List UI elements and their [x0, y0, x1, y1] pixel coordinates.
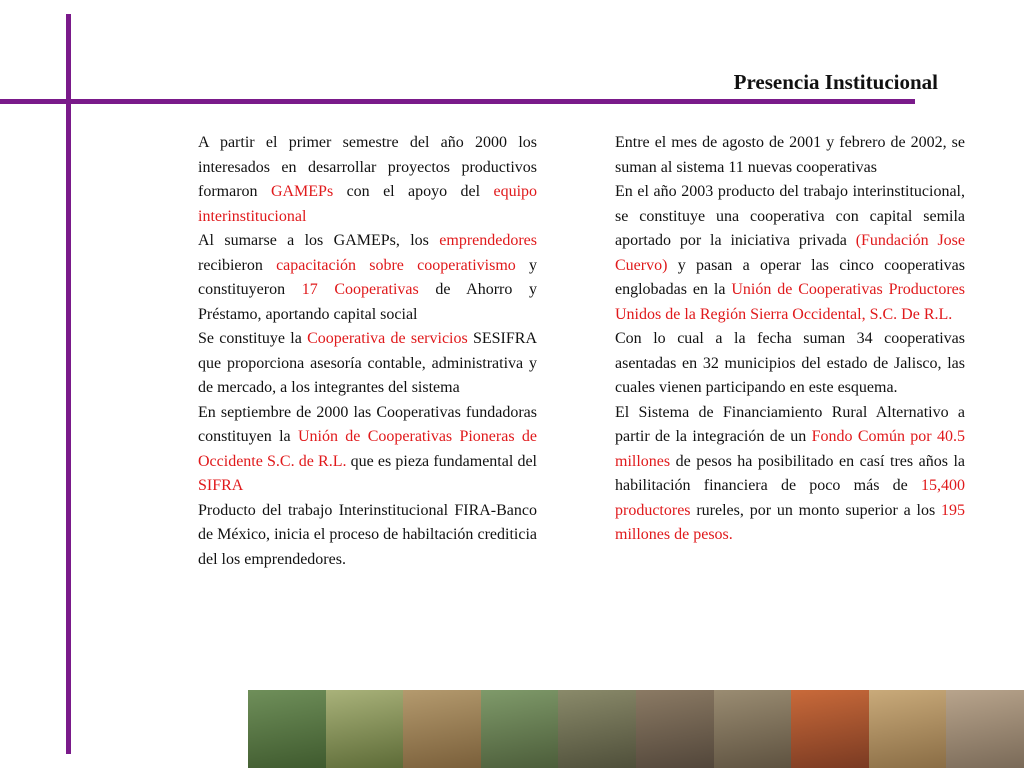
body-text: Se constituye la	[198, 330, 308, 347]
livestock-photo	[558, 690, 636, 768]
left-paragraph	[198, 499, 537, 573]
body-text: rureles, por un monto superior a los	[690, 501, 941, 519]
truck-photo	[636, 690, 714, 768]
harvest-photo	[403, 690, 481, 768]
bricks-photo	[946, 690, 1024, 768]
left-text-column	[198, 131, 537, 572]
cattle-pen-photo	[714, 690, 792, 768]
body-text: Al sumarse a los GAMEPs, los	[198, 232, 440, 249]
highlighted-text: Cooperativa de servicios	[307, 330, 468, 347]
vertical-accent-line	[66, 14, 71, 754]
body-text: Producto del trabajo Interinstitucional FIRA-Banco de México, inicia el proceso de habiltación crediticia del los emprendedores.	[198, 501, 537, 568]
page-title: Presencia Institucional	[733, 70, 938, 94]
body-text: Con lo cual a la fecha suman 34 cooperativas asentadas en 32 municipios del estado de Jalisco, las cuales vienen participando en este esquema.	[615, 330, 965, 396]
highlighted-text: (Fundación Jose Cuervo)	[615, 232, 965, 274]
body-text: de Ahorro y Préstamo, aportando capital social	[198, 281, 537, 323]
highlighted-text: Fondo Común por 40.5 millones	[615, 428, 966, 470]
highlighted-text: 15,400 productores	[615, 477, 965, 519]
highlighted-text: Unión de Cooperativas Productores Unidos de la Región Sierra Occidental, S.C. De R.L.	[615, 281, 966, 323]
market-photo	[791, 690, 869, 768]
left-paragraph	[198, 131, 537, 229]
farm-workers-photo	[481, 690, 559, 768]
body-text: que es pieza fundamental del	[346, 452, 537, 470]
highlighted-text: equipo interinstitucional	[198, 183, 538, 225]
highlighted-text: SIFRA	[198, 477, 244, 494]
highlighted-text: emprendedores	[439, 232, 537, 249]
left-paragraph	[198, 229, 537, 327]
highlighted-text: Unión de Cooperativas Pioneras de Occidente S.C. de R.L.	[198, 428, 537, 470]
photo-strip	[248, 690, 1024, 768]
body-text: de pesos ha posibilitado en casí tres años la habilitación financiera de poco más de	[615, 452, 965, 494]
right-paragraph	[615, 180, 965, 327]
horizontal-accent-line	[0, 99, 915, 104]
body-text: y pasan a operar las cinco cooperativas englobadas en la	[615, 256, 965, 298]
highlighted-text: GAMEPs	[270, 183, 334, 200]
rural-woman-photo	[869, 690, 947, 768]
highlighted-text: 17 Cooperativas	[301, 281, 419, 298]
body-text: El Sistema de Financiamiento Rural Alternativo a partir de la integración de un	[615, 403, 965, 445]
right-text-column	[615, 131, 965, 548]
left-paragraph	[198, 401, 537, 499]
body-text: En septiembre de 2000 las Cooperativas fundadoras constituyen la	[198, 403, 537, 445]
right-paragraph	[615, 327, 965, 401]
body-text: recibieron	[198, 256, 277, 274]
body-text: y constituyeron	[198, 256, 537, 298]
right-paragraph	[615, 131, 965, 180]
tractor-photo	[248, 690, 326, 768]
highlighted-text: capacitación sobre cooperativismo	[276, 256, 516, 274]
body-text: Entre el mes de agosto de 2001 y febrero de 2002, se suman al sistema 11 nuevas cooperativas	[615, 134, 965, 176]
left-paragraph	[198, 327, 537, 401]
body-text: con el apoyo del	[333, 183, 494, 200]
body-text: A partir el primer semestre del año 2000 los interesados en desarrollar proyectos productivos formaron	[198, 134, 537, 200]
right-paragraph	[615, 401, 965, 548]
crop-field-photo	[326, 690, 404, 768]
highlighted-text: 195 millones de pesos.	[615, 501, 965, 543]
body-text: En el año 2003 producto del trabajo interinstitucional, se constituye una cooperativa con capital semila aportado por la iniciativa privada	[615, 183, 965, 249]
body-text: SESIFRA que proporciona asesoría contable, administrativa y de mercado, a los integrantes del sistema	[198, 330, 538, 396]
